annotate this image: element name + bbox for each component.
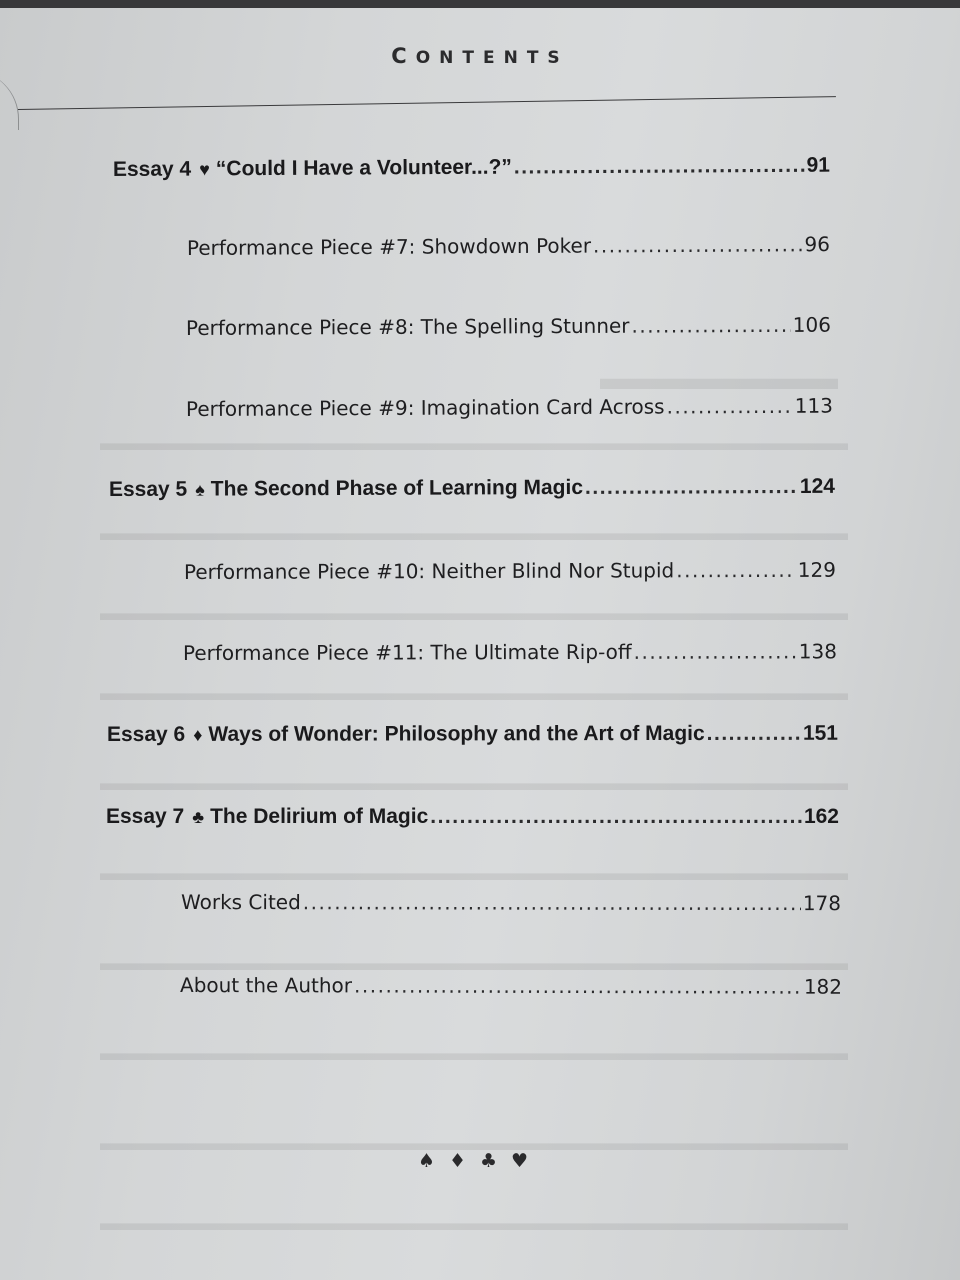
leader-dots — [676, 558, 796, 582]
club-icon: ♣ — [192, 807, 205, 827]
book-page: ▬▬▬▬▬▬▬ ▬▬▬▬▬▬▬▬▬▬▬▬▬▬▬▬▬▬▬▬▬▬▬▬▬▬▬▬▬▬▬▬▬▬ ▬▬▬▬▬▬▬▬▬▬▬▬▬▬▬▬▬▬▬▬▬▬▬▬▬▬▬▬▬▬▬▬▬▬ ▬▬▬▬▬▬▬▬▬▬▬▬▬▬▬▬▬▬▬▬▬▬▬▬▬▬▬▬▬▬▬▬▬▬ ▬▬▬▬▬▬▬▬▬▬▬▬▬▬▬▬▬▬▬▬▬▬▬▬▬▬▬▬▬▬▬▬▬▬ ▬▬▬▬▬▬▬▬▬▬▬▬▬▬▬▬▬▬▬▬▬▬▬▬▬▬▬▬▬▬▬▬▬▬ ▬▬▬▬▬▬▬▬▬▬▬▬▬▬▬▬▬▬▬▬▬▬▬▬▬▬▬▬▬▬▬▬▬▬ ▬▬▬▬▬▬▬▬▬▬▬▬▬▬▬▬▬▬▬▬▬▬▬▬▬▬▬▬▬▬▬▬▬▬ ▬▬▬▬▬▬▬▬▬▬▬▬▬▬▬▬▬▬▬▬▬▬▬▬▬▬▬▬▬▬▬▬▬▬ ▬▬▬▬▬▬▬▬▬▬▬▬▬▬▬▬▬▬▬▬▬▬▬▬▬▬▬▬▬▬▬▬▬▬ ▬▬▬▬▬▬▬▬▬▬▬▬▬▬▬▬▬▬▬▬▬▬▬▬▬▬▬▬▬▬▬▬▬▬ CONTENTS Essay 4 ♥ “Could I Have a Volunteer...?” ..... 91 Performance Piece #7: Showdown Poker ..... 96 Performance Piece #8: The Spelling Stunner ..... 106 Performance Piece #9: Imagination Card Across ..... 113 Essay 5 ♠ The Second Phase of Learning Magic ..... 124 Performance Piece #10: Neither Blind Nor Stupid ..... 129 Performance Piece #11: The Ultimate Rip-off ..... 138 Essay 6 ♦ Ways of Wonder: Philosophy and the Art of Magic ..... 151 Essay 7 ♣ The Delirium of Magic ..... 162 Works Cited ..... 178 About the Author ..... 182 ♠♦♣♥ — [0, 0, 960, 1280]
footer-suit-ornament — [0, 1150, 960, 1172]
toc-entry-essay-6[interactable] — [107, 722, 838, 747]
heart-icon: ♥ — [199, 159, 210, 180]
page-number: 129 — [797, 557, 836, 582]
heart-icon: ♥ — [511, 1150, 543, 1172]
toc-entry-performance-piece-10[interactable] — [184, 558, 836, 584]
entry-title: Performance Piece #9: Imagination Card Across — [185, 394, 665, 421]
club-icon: ♣ — [480, 1150, 512, 1172]
entry-title: Performance Piece #7: Showdown Poker — [186, 233, 592, 260]
spade-icon: ♠ — [195, 479, 205, 500]
page-number: 124 — [799, 474, 835, 498]
toc-entry-essay-5[interactable] — [109, 475, 835, 502]
leader-dots — [593, 232, 803, 257]
entry-title: Performance Piece #10: Neither Blind Nor Stupid — [183, 558, 675, 584]
leader-dots — [430, 805, 802, 829]
essay-title: Ways of Wonder: Philosophy and the Art of Magic — [208, 721, 705, 746]
page-title-initial: C — [391, 44, 416, 68]
essay-number: Essay 6 — [106, 722, 186, 746]
toc-entry-essay-4[interactable] — [113, 154, 830, 182]
page-number: 151 — [802, 721, 838, 745]
leader-dots — [514, 154, 805, 180]
diamond-icon: ♦ — [193, 724, 203, 745]
essay-number: Essay 5 — [108, 477, 188, 501]
leader-dots — [631, 313, 790, 338]
toc-entry-essay-7[interactable] — [106, 805, 839, 829]
leader-dots — [634, 639, 797, 663]
page-number: 138 — [798, 639, 837, 664]
essay-title: The Second Phase of Learning Magic — [210, 475, 584, 501]
page-title-rest: ONTENTS — [415, 48, 569, 68]
toc-entry-about-the-author[interactable] — [180, 973, 842, 999]
toc-entry-performance-piece-11[interactable] — [183, 639, 837, 665]
entry-title: Performance Piece #11: The Ultimate Rip-off — [182, 639, 632, 665]
page-number: 91 — [806, 153, 830, 177]
page-number: 106 — [792, 312, 831, 337]
essay-number: Essay 4 — [112, 157, 192, 182]
entry-title: About the Author — [180, 973, 353, 998]
page-number: 182 — [803, 974, 843, 999]
leader-dots — [303, 890, 801, 915]
leader-dots — [667, 394, 793, 419]
essay-title: The Delirium of Magic — [210, 805, 429, 828]
entry-title: Works Cited — [181, 890, 301, 915]
diamond-icon: ♦ — [448, 1150, 480, 1172]
toc-entry-performance-piece-7[interactable] — [187, 232, 830, 260]
essay-number: Essay 7 — [106, 805, 185, 828]
page-number: 113 — [794, 393, 833, 418]
leader-dots — [354, 973, 802, 998]
page-number: 96 — [804, 232, 830, 257]
leader-dots — [707, 722, 801, 746]
toc-entry-performance-piece-9[interactable] — [186, 394, 833, 421]
page-number: 162 — [803, 805, 839, 828]
toc-entry-works-cited[interactable] — [181, 890, 841, 915]
essay-title: “Could I Have a Volunteer...?” — [215, 155, 512, 181]
spade-icon: ♠ — [417, 1150, 449, 1172]
leader-dots — [585, 475, 798, 500]
toc-entry-performance-piece-8[interactable] — [186, 313, 831, 340]
entry-title: Performance Piece #8: The Spelling Stunner — [185, 313, 630, 340]
page-number: 178 — [802, 891, 842, 916]
